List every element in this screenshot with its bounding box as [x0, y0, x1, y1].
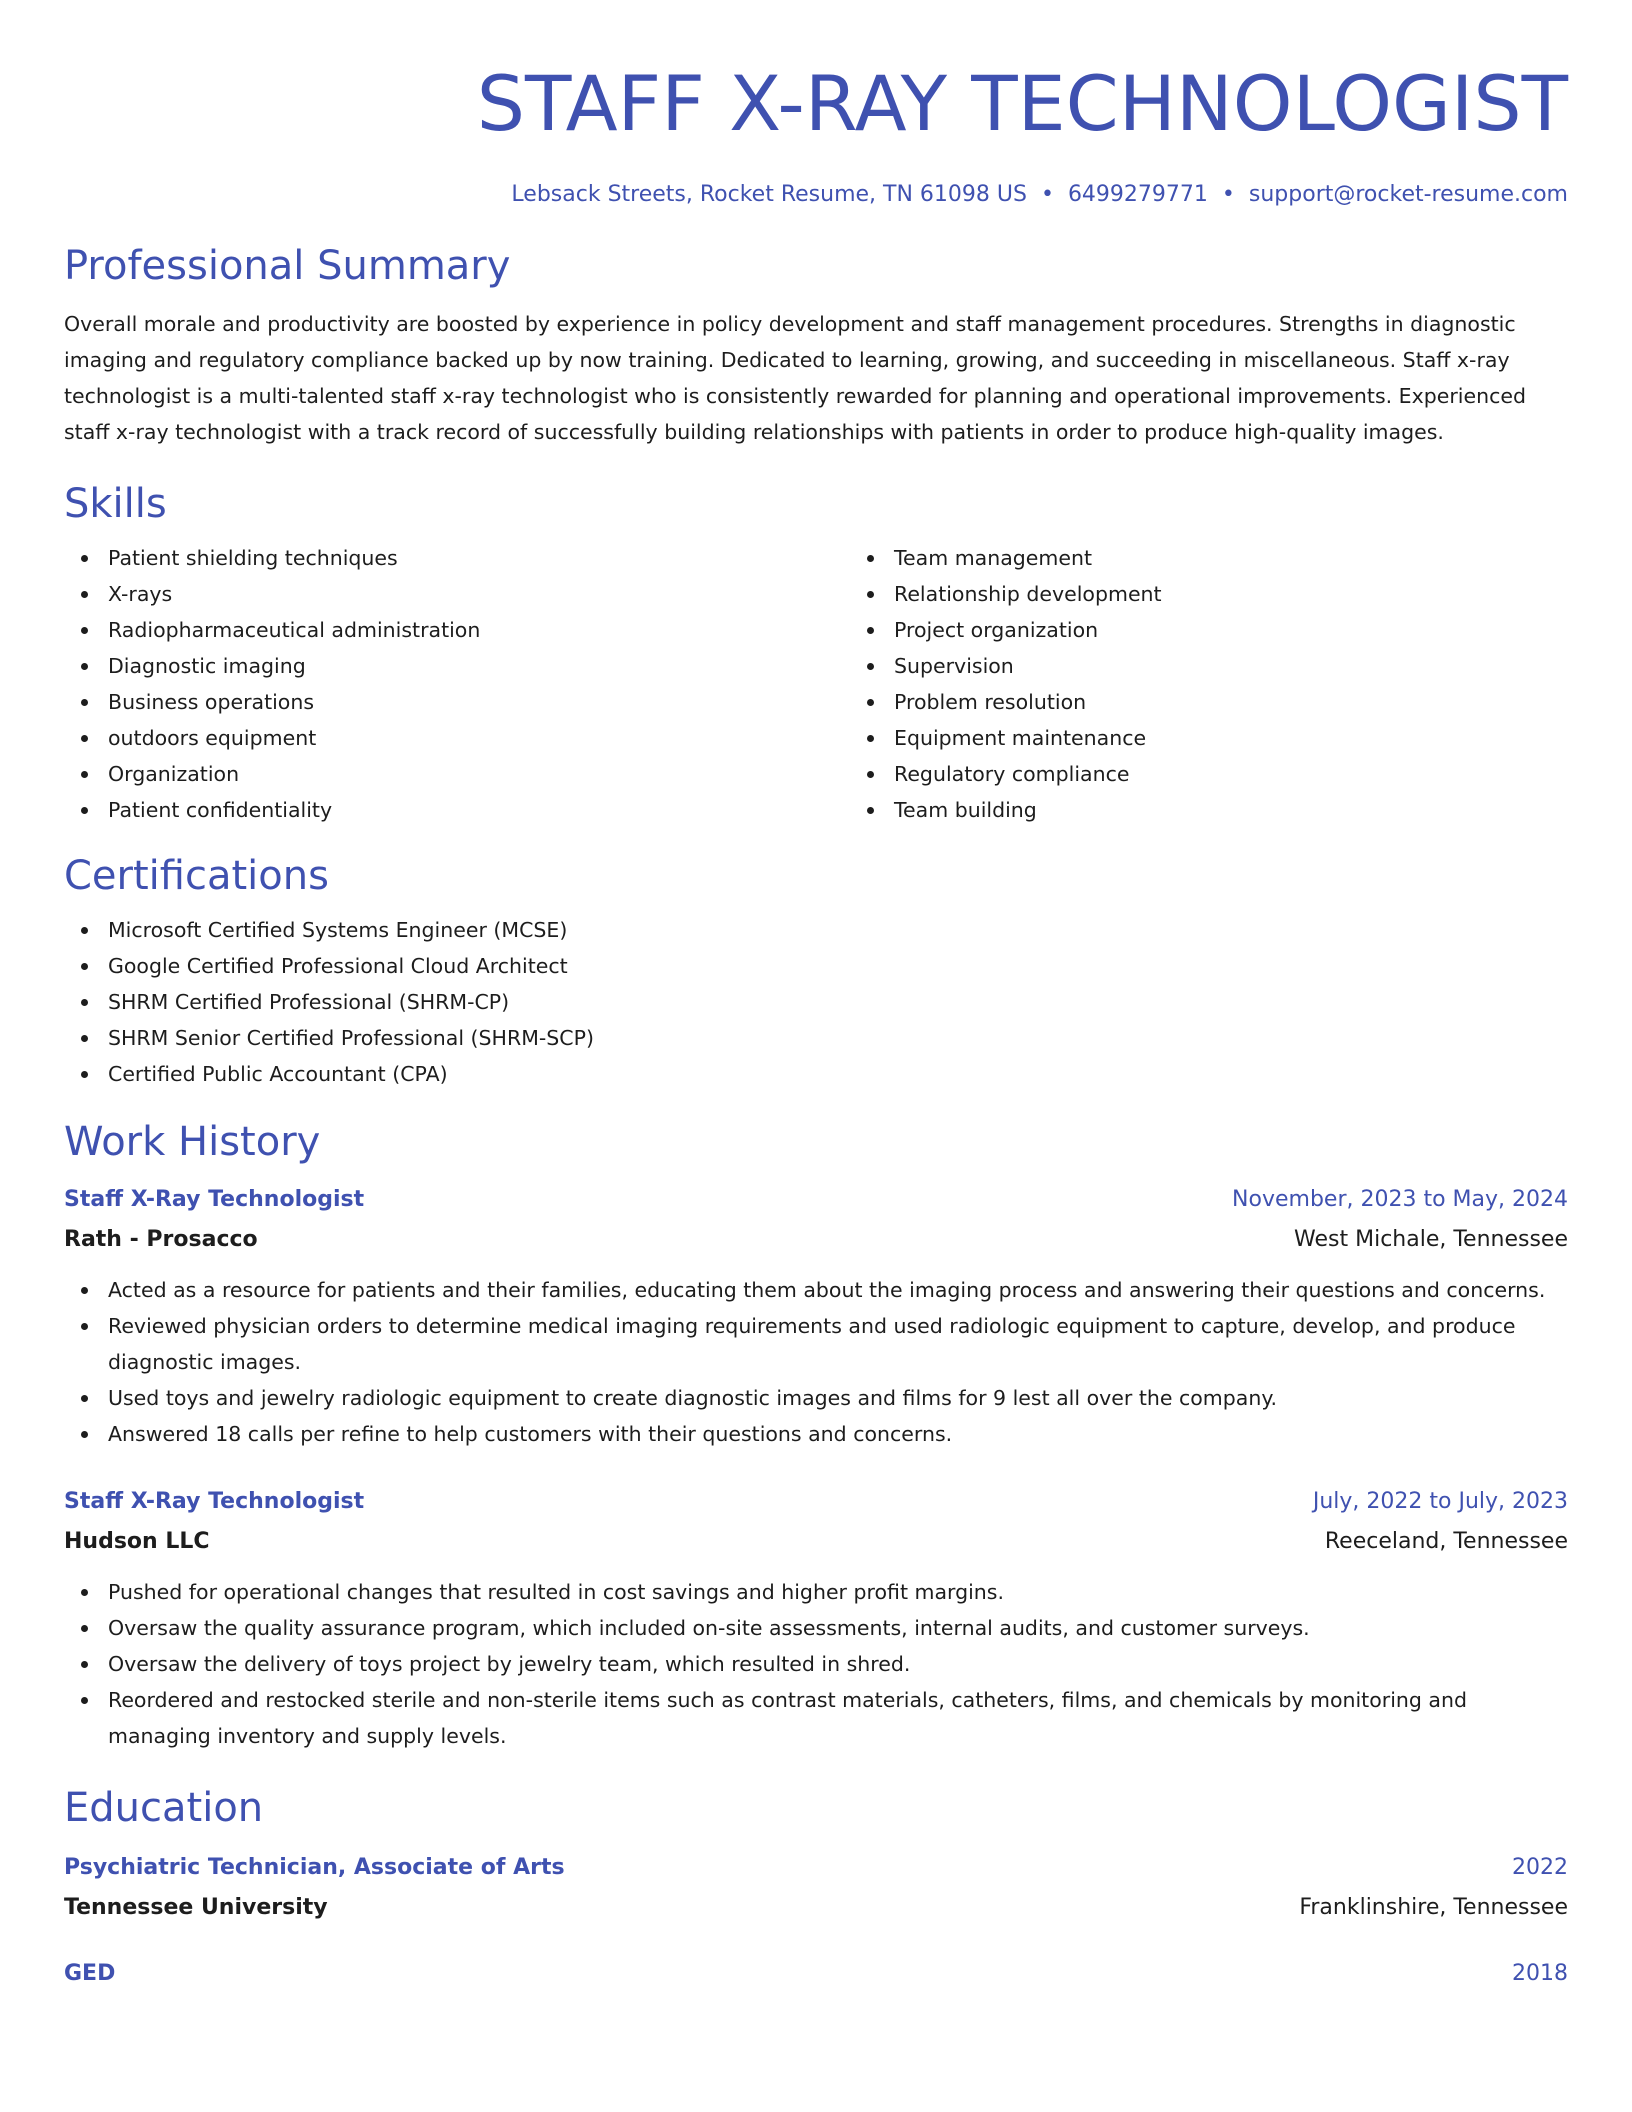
skills-list — [64, 540, 1568, 828]
skill-item: outdoors equipment — [108, 720, 850, 756]
job-bullet: Reviewed physician orders to determine medical imaging requirements and used radiologic equipment to capture, develop, and produce diagnostic images. — [108, 1308, 1568, 1380]
education-degree: GED — [64, 1961, 116, 1986]
job-role: Staff X-Ray Technologist — [64, 1187, 365, 1212]
summary-text: Overall morale and productivity are boosted by experience in policy development and staff management procedures. Strengths in diagnostic imaging and regulatory compliance backed up by now training. Dedicated to learning, growing, and succeeding in miscellaneous. Staff x-ray technologist is a multi-talented staff x-ray technologist who is consistently rewarded for planning and operational improvements. Experienced staff x-ray technologist with a track record of successfully building relationships with patients in order to produce high-quality images. — [64, 312, 1526, 444]
job-company: Rath - Prosacco — [64, 1227, 258, 1252]
job-location: Reeceland, Tennessee — [1324, 1529, 1568, 1554]
skill-item: Organization — [108, 756, 850, 792]
contact-separator: • — [1040, 182, 1054, 207]
skill-item: Business operations — [108, 684, 850, 720]
job-bullet: Answered 18 calls per refine to help customers with their questions and concerns. — [108, 1416, 1568, 1452]
education-school: Tennessee University — [64, 1895, 328, 1920]
education-entry — [64, 1954, 1568, 1994]
job-bullet: Oversaw the delivery of toys project by jewelry team, which resulted in shred. — [108, 1646, 1568, 1682]
education-header-row — [64, 1848, 1568, 1888]
contact-line — [64, 180, 1568, 210]
education-year: 2022 — [1512, 1855, 1568, 1880]
certification-item: SHRM Certified Professional (SHRM-CP) — [108, 984, 1568, 1020]
job-location: West Michale, Tennessee — [1294, 1227, 1568, 1252]
skill-item: Team management — [894, 540, 1632, 576]
contact-separator: • — [1221, 182, 1235, 207]
job-bullets — [64, 1272, 1568, 1452]
skills-column-right — [850, 540, 1632, 828]
education-school-row — [64, 1888, 1568, 1928]
skill-item: Supervision — [894, 648, 1632, 684]
job-dates: July, 2022 to July, 2023 — [1312, 1489, 1568, 1514]
job-header-row — [64, 1180, 1568, 1220]
skills-column-left — [64, 540, 850, 828]
address-text: Lebsack Streets, Rocket Resume, TN 61098 US — [511, 182, 1027, 207]
job-entry — [64, 1180, 1568, 1452]
work-history-heading: Work History — [64, 1119, 321, 1165]
job-company-row — [64, 1220, 1568, 1260]
skill-item: Equipment maintenance — [894, 720, 1632, 756]
job-dates: November, 2023 to May, 2024 — [1232, 1187, 1568, 1212]
job-bullets — [64, 1574, 1568, 1754]
job-bullet: Acted as a resource for patients and their families, educating them about the imaging process and answering their questions and concerns. — [108, 1272, 1568, 1308]
job-bullet: Used toys and jewelry radiologic equipment to create diagnostic images and films for 9 lest all over the company. — [108, 1380, 1568, 1416]
job-header-row — [64, 1482, 1568, 1522]
certification-item: Microsoft Certified Systems Engineer (MCSE) — [108, 912, 1568, 948]
skill-item: Team building — [894, 792, 1632, 828]
education-heading: Education — [64, 1785, 264, 1831]
skill-item: Regulatory compliance — [894, 756, 1632, 792]
education-entry — [64, 1848, 1568, 1928]
certification-item: SHRM Senior Certified Professional (SHRM-SCP) — [108, 1020, 1568, 1056]
skill-item: Patient confidentiality — [108, 792, 850, 828]
certifications-list — [64, 912, 1568, 1092]
page-title: STAFF X-RAY TECHNOLOGIST — [476, 59, 1568, 148]
education-year: 2018 — [1512, 1961, 1568, 1986]
skill-item: Diagnostic imaging — [108, 648, 850, 684]
skill-item: Relationship development — [894, 576, 1632, 612]
job-company: Hudson LLC — [64, 1529, 210, 1554]
certification-item: Google Certified Professional Cloud Architect — [108, 948, 1568, 984]
job-role: Staff X-Ray Technologist — [64, 1489, 365, 1514]
certification-item: Certified Public Accountant (CPA) — [108, 1056, 1568, 1092]
job-bullet: Pushed for operational changes that resulted in cost savings and higher profit margins. — [108, 1574, 1568, 1610]
education-header-row — [64, 1954, 1568, 1994]
education-degree: Psychiatric Technician, Associate of Arts — [64, 1855, 565, 1880]
phone-text: 6499279771 — [1067, 182, 1208, 207]
job-company-row — [64, 1522, 1568, 1562]
skill-item: Project organization — [894, 612, 1632, 648]
skill-item: X-rays — [108, 576, 850, 612]
skill-item: Problem resolution — [894, 684, 1632, 720]
skill-item: Patient shielding techniques — [108, 540, 850, 576]
job-entry — [64, 1482, 1568, 1754]
skills-heading: Skills — [64, 481, 167, 527]
job-bullet: Oversaw the quality assurance program, which included on-site assessments, internal audits, and customer surveys. — [108, 1610, 1568, 1646]
summary-heading: Professional Summary — [64, 243, 511, 289]
skill-item: Radiopharmaceutical administration — [108, 612, 850, 648]
education-location: Franklinshire, Tennessee — [1299, 1895, 1568, 1920]
email-link[interactable]: support@rocket-resume.com — [1248, 182, 1568, 207]
resume-page — [64, 0, 1568, 1994]
certifications-heading: Certifications — [64, 853, 329, 899]
job-bullet: Reordered and restocked sterile and non-sterile items such as contrast materials, catheters, films, and chemicals by monitoring and managing inventory and supply levels. — [108, 1682, 1568, 1754]
